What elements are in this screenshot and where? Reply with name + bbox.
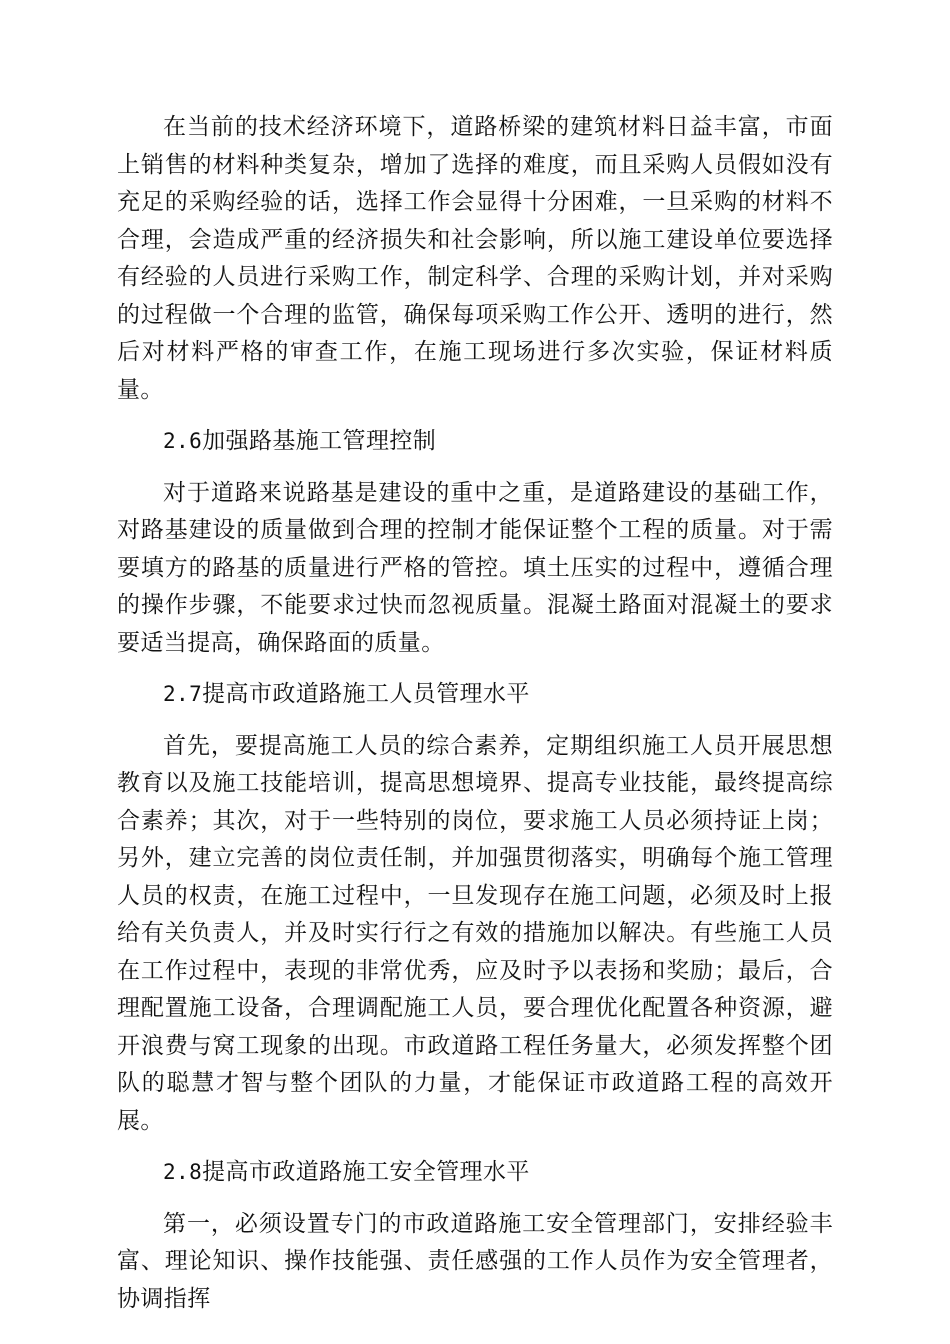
section-heading-2-8: [117, 1154, 833, 1192]
document-page: [117, 109, 833, 1332]
paragraph-personnel-management: 首先，要提高施工人员的综合素养，定期组织施工人员开展思想教育以及施工技能培训，提高思想境界、提高专业技能，最终提高综合素养；其次，对于一些特别的岗位，要求施工人员必须持证上岗；另外，建立完善的岗位责任制，并加强贯彻落实，明确每个施工管理人员的权责，在施工过程中，一旦发现存在施工问题，必须及时上报给有关负责人，并及时实行行之有效的措施加以解决。有些施工人员在工作过程中，表现的非常优秀，应及时予以表扬和奖励；最后，合理配置施工设备，合理调配施工人员，要合理优化配置各种资源，避开浪费与窝工现象的出现。市政道路工程任务量大，必须发挥整个团队的聪慧才智与整个团队的力量，才能保证市政道路工程的高效开展。: [117, 732, 833, 1134]
paragraph-safety-management: 第一，必须设置专门的市政道路施工安全管理部门，安排经验丰富、理论知识、操作技能强、责任感强的工作人员作为安全管理者，协调指挥: [117, 1210, 833, 1312]
section-heading-2-7: [117, 676, 833, 714]
section-number: 2.8: [163, 1160, 203, 1184]
section-number: 2.7: [163, 682, 203, 706]
section-title: 加强路基施工管理控制: [202, 428, 437, 454]
section-title: 提高市政道路施工安全管理水平: [202, 1159, 530, 1185]
section-title: 提高市政道路施工人员管理水平: [202, 681, 530, 707]
section-heading-2-6: [117, 423, 833, 461]
paragraph-roadbed-control: 对于道路来说路基是建设的重中之重，是道路建设的基础工作，对路基建设的质量做到合理的控制才能保证整个工程的质量。对于需要填方的路基的质量进行严格的管控。填土压实的过程中，遵循合理的操作步骤，不能要求过快而忽视质量。混凝土路面对混凝土的要求要适当提高，确保路面的质量。: [117, 479, 833, 656]
paragraph-material-procurement: 在当前的技术经济环境下，道路桥梁的建筑材料日益丰富，市面上销售的材料种类复杂，增加了选择的难度，而且采购人员假如没有充足的采购经验的话，选择工作会显得十分困难，一旦采购的材料不合理，会造成严重的经济损失和社会影响，所以施工建设单位要选择有经验的人员进行采购工作，制定科学、合理的采购计划，并对采购的过程做一个合理的监管，确保每项采购工作公开、透明的进行，然后对材料严格的审查工作，在施工现场进行多次实验，保证材料质量。: [117, 114, 833, 403]
section-number: 2.6: [163, 429, 203, 453]
